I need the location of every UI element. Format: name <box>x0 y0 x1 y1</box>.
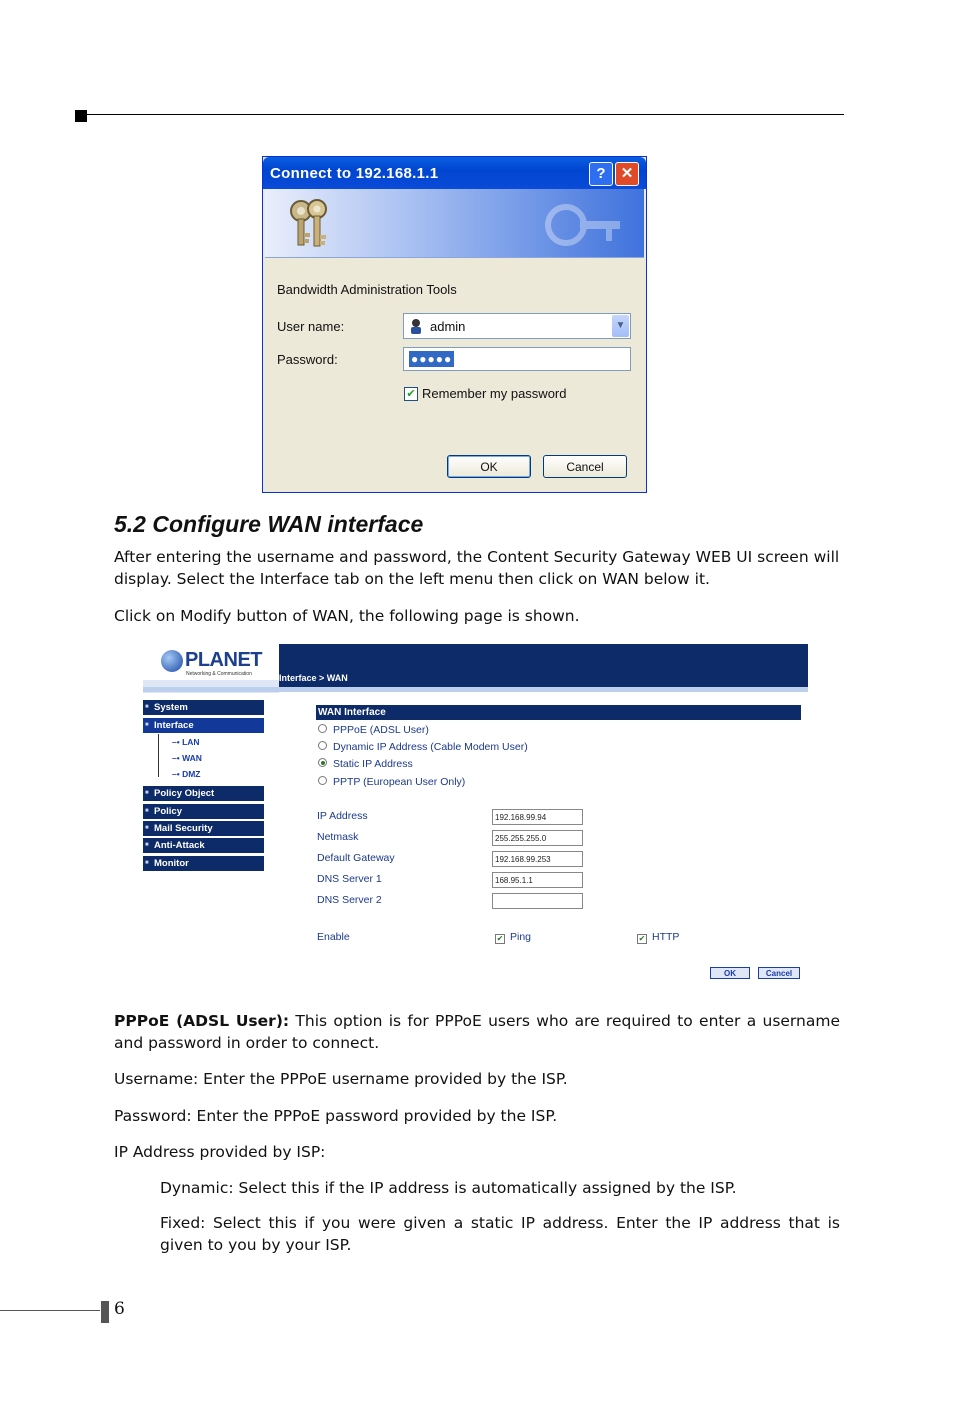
dialog-body <box>265 258 644 490</box>
menu-policy[interactable]: ■ Policy <box>143 804 264 819</box>
http-option[interactable]: ✔ HTTP <box>638 931 680 943</box>
netmask-input[interactable]: 255.255.255.0 <box>492 830 583 846</box>
keys-icon <box>285 197 337 253</box>
pppoe-description: This option is for PPPoE users who are required to enter a username and password in order to connect. <box>114 1012 840 1052</box>
dynamic-note: Dynamic: Select this if the IP address is automatically assigned by the ISP. <box>160 1179 737 1197</box>
ping-checkbox[interactable]: ✔ <box>496 934 504 943</box>
option-pptp[interactable]: PPTP (European User Only) <box>318 776 465 788</box>
default-gateway-label: Default Gateway <box>317 852 395 864</box>
submenu-tree-line <box>158 734 159 777</box>
header-marker <box>75 110 87 122</box>
help-icon[interactable]: ? <box>589 162 613 186</box>
footer-rule <box>0 1310 100 1311</box>
menu-anti-attack[interactable]: ■ Anti-Attack <box>143 838 264 853</box>
ip-provided-label: IP Address provided by ISP: <box>114 1143 326 1161</box>
menu-mail-security[interactable]: ■ Mail Security <box>143 821 264 836</box>
username-value: admin <box>430 319 466 334</box>
wan-ui-screenshot <box>143 644 808 986</box>
menu-system[interactable]: ■ System <box>143 700 264 715</box>
user-icon <box>409 318 423 334</box>
option-dynamic-ip[interactable]: Dynamic IP Address (Cable Modem User) <box>318 741 528 753</box>
menu-monitor[interactable]: ■ Monitor <box>143 856 264 871</box>
username-label: User name: <box>277 319 345 334</box>
close-icon[interactable]: ✕ <box>615 162 639 186</box>
dns-server-2-input[interactable] <box>492 893 583 909</box>
radio-dynamic-ip[interactable] <box>318 741 327 750</box>
radio-static-ip[interactable] <box>318 758 327 767</box>
radio-pptp[interactable] <box>318 776 327 785</box>
logo-tagline: Networking & Communication <box>186 671 252 677</box>
logo-text: PLANET <box>185 649 262 671</box>
cancel-button[interactable]: Cancel <box>543 455 627 478</box>
login-dialog <box>262 156 647 493</box>
page-number: 6 <box>114 1299 125 1319</box>
menu-policy-object[interactable]: ■ Policy Object <box>143 786 264 801</box>
dialog-titlebar <box>263 157 646 189</box>
http-checkbox[interactable]: ✔ <box>638 934 646 943</box>
section-heading: 5.2 Configure WAN interface <box>114 511 424 537</box>
option-pppoe[interactable]: PPPoE (ADSL User) <box>318 724 429 736</box>
pppoe-term: PPPoE (ADSL User): <box>114 1012 290 1030</box>
radio-pppoe[interactable] <box>318 724 327 733</box>
submenu-wan[interactable]: –• WAN <box>172 753 202 763</box>
ok-button[interactable]: OK <box>447 455 531 478</box>
pppoe-paragraph <box>114 1010 840 1054</box>
planet-globe-icon <box>161 650 183 672</box>
default-gateway-input[interactable]: 192.168.99.253 <box>492 851 583 867</box>
panel-title: WAN Interface <box>316 705 801 720</box>
password-field[interactable] <box>403 347 631 371</box>
remember-label: Remember my password <box>422 386 567 401</box>
submenu-dmz[interactable]: –• DMZ <box>172 769 201 779</box>
planet-logo <box>161 648 261 678</box>
wan-cancel-button[interactable]: Cancel <box>758 967 800 979</box>
dns-server-1-input[interactable]: 168.95.1.1 <box>492 872 583 888</box>
modify-note: Click on Modify button of WAN, the following page is shown. <box>114 607 580 625</box>
password-value: ●●●●● <box>411 352 453 366</box>
breadcrumb: Interface > WAN <box>279 673 348 683</box>
password-note: Password: Enter the PPPoE password provided by the ISP. <box>114 1107 558 1125</box>
dns-server-2-label: DNS Server 2 <box>317 894 382 906</box>
submenu-lan[interactable]: –• LAN <box>172 737 200 747</box>
option-static-ip[interactable]: Static IP Address <box>318 758 413 770</box>
password-label: Password: <box>277 352 338 367</box>
ip-address-label: IP Address <box>317 810 368 822</box>
dialog-banner <box>265 189 644 258</box>
banner-decoration-icon <box>536 195 626 255</box>
remember-checkbox[interactable]: ✔ <box>404 387 418 401</box>
enable-label: Enable <box>317 931 350 943</box>
intro-paragraph: After entering the username and password, the Content Security Gateway WEB UI screen will display. Select the Interface tab on the left menu then click on WAN below it. <box>114 548 840 588</box>
ping-option[interactable]: ✔ Ping <box>496 931 532 943</box>
menu-interface[interactable]: ■ Interface <box>143 718 264 733</box>
netmask-label: Netmask <box>317 831 359 843</box>
dns-server-1-label: DNS Server 1 <box>317 873 382 885</box>
dialog-heading: Bandwidth Administration Tools <box>277 282 457 297</box>
footer-marker <box>101 1301 109 1323</box>
header-rule <box>87 114 844 115</box>
fixed-note: Fixed: Select this if you were given a static IP address. Enter the IP address that is given to you by your ISP. <box>160 1214 840 1254</box>
username-note: Username: Enter the PPPoE username provided by the ISP. <box>114 1070 568 1088</box>
dialog-title: Connect to 192.168.1.1 <box>270 165 439 182</box>
ip-address-input[interactable]: 192.168.99.94 <box>492 809 583 825</box>
chevron-down-icon[interactable]: ▼ <box>612 315 629 337</box>
header-bar <box>279 644 808 687</box>
username-combobox[interactable] <box>403 313 631 339</box>
wan-ok-button[interactable]: OK <box>710 967 750 979</box>
header-strip <box>143 687 808 692</box>
